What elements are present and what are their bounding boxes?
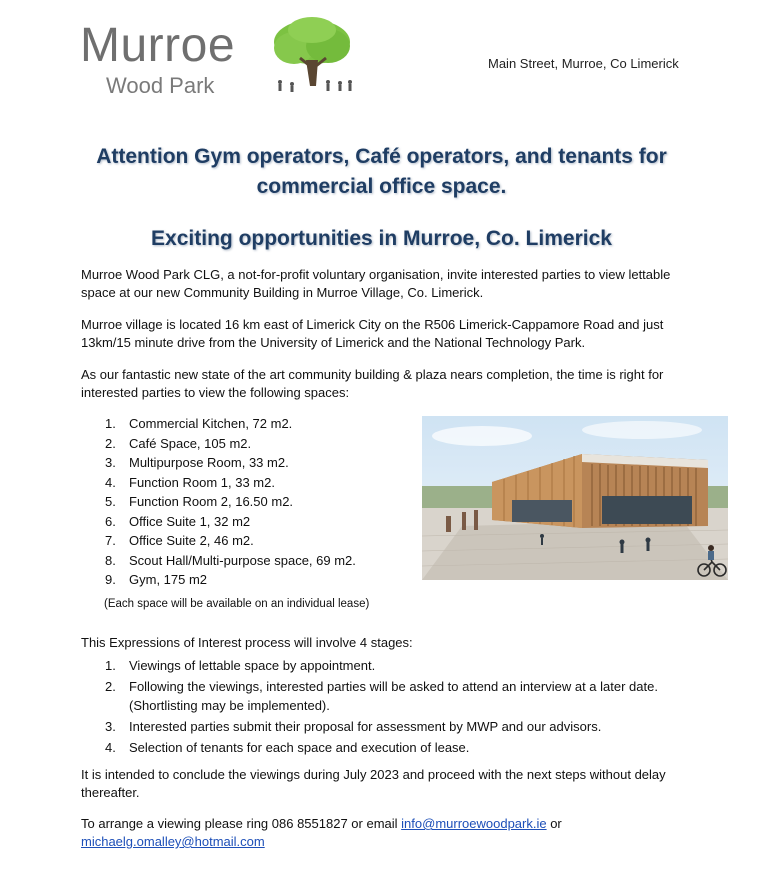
stages-list: [81, 656, 701, 759]
space-label: Function Room 2, 16.50 m2.: [129, 494, 294, 509]
list-number: 2.: [105, 679, 116, 694]
list-item: [81, 453, 356, 473]
space-label: Scout Hall/Multi-purpose space, 69 m2.: [129, 552, 356, 568]
stage-text: Selection of tenants for each space and execution of lease.: [129, 740, 470, 755]
spaces-list: [81, 414, 356, 590]
logo-name: Murroe: [80, 19, 236, 72]
list-item: [81, 414, 356, 434]
list-item: [81, 551, 356, 571]
list-number: 7.: [105, 533, 116, 548]
list-number: 9.: [105, 572, 116, 587]
timeline-paragraph: It is intended to conclude the viewings during July 2023 and proceed with the next steps without delay thereafter.: [81, 767, 666, 800]
list-item: [81, 492, 356, 512]
space-label: Commercial Kitchen, 72 m2.: [129, 416, 293, 431]
address: Main Street, Murroe, Co Limerick: [488, 56, 679, 71]
email-link-michaelg[interactable]: michaelg.omalley@hotmail.com: [81, 834, 265, 849]
logo-subtitle: Wood Park: [106, 73, 215, 98]
stage-text: Viewings of lettable space by appointment.: [129, 658, 376, 673]
location-paragraph: Murroe village is located 16 km east of Limerick City on the R506 Limerick-Cappamore Road and just 13km/15 minute drive from the University of Limerick and the National Technology Park.: [81, 317, 664, 350]
list-item: [81, 656, 701, 675]
email-link-info[interactable]: info@murroewoodpark.ie: [401, 816, 547, 831]
list-item: [81, 512, 356, 532]
intro-paragraph: Murroe Wood Park CLG, a not-for-profit voluntary organisation, invite interested parties to view lettable space at our new Community Building in Murroe Village, Co. Limerick.: [81, 267, 671, 300]
space-label: Multipurpose Room, 33 m2.: [129, 455, 289, 470]
stage-text: Following the viewings, interested parties will be asked to attend an interview at a later date. (Shortlisting may be implemented).: [129, 679, 658, 713]
space-label: Café Space, 105 m2.: [129, 435, 252, 451]
list-item: [81, 434, 356, 454]
lease-note: (Each space will be available on an individual lease): [104, 598, 370, 610]
space-label: Gym, 175 m2: [129, 572, 208, 587]
space-label: Office Suite 2, 46 m2.: [129, 533, 254, 548]
murroe-wood-park-logo: [80, 16, 370, 102]
list-number: 4.: [105, 474, 116, 490]
list-number: 3.: [105, 455, 116, 470]
tree-icon: [266, 16, 356, 100]
list-number: 5.: [105, 494, 116, 509]
list-number: 1.: [105, 416, 116, 431]
list-item: [81, 717, 701, 736]
space-label: Office Suite 1, 32 m2: [129, 513, 251, 529]
contact-prefix: To arrange a viewing please ring 086 8551827 or email: [81, 816, 402, 831]
list-number: 2.: [105, 435, 116, 451]
list-number: 8.: [105, 552, 116, 568]
list-item: [81, 473, 356, 493]
list-item: [81, 531, 356, 551]
list-number: 1.: [105, 658, 116, 673]
list-item: [81, 738, 701, 757]
list-number: 3.: [105, 719, 116, 734]
contact-paragraph: [81, 815, 681, 851]
community-building-render-image: [422, 416, 728, 580]
headline-primary: Attention Gym operators, Café operators, and tenants for commercial office space.: [96, 145, 667, 198]
list-number: 4.: [105, 740, 116, 755]
spaces-intro-paragraph: As our fantastic new state of the art community building & plaza nears completion, the time is right for interested parties to view the following spaces:: [81, 367, 664, 400]
stage-text: Interested parties submit their proposal for assessment by MWP and our advisors.: [129, 719, 602, 734]
headline-secondary: Exciting opportunities in Murroe, Co. Limerick: [151, 227, 612, 250]
list-item: [81, 677, 701, 715]
process-intro-paragraph: This Expressions of Interest process will involve 4 stages:: [81, 635, 413, 650]
space-label: Function Room 1, 33 m2.: [129, 474, 275, 490]
list-item: [81, 570, 356, 590]
list-number: 6.: [105, 513, 116, 529]
contact-connector: or: [546, 816, 562, 831]
